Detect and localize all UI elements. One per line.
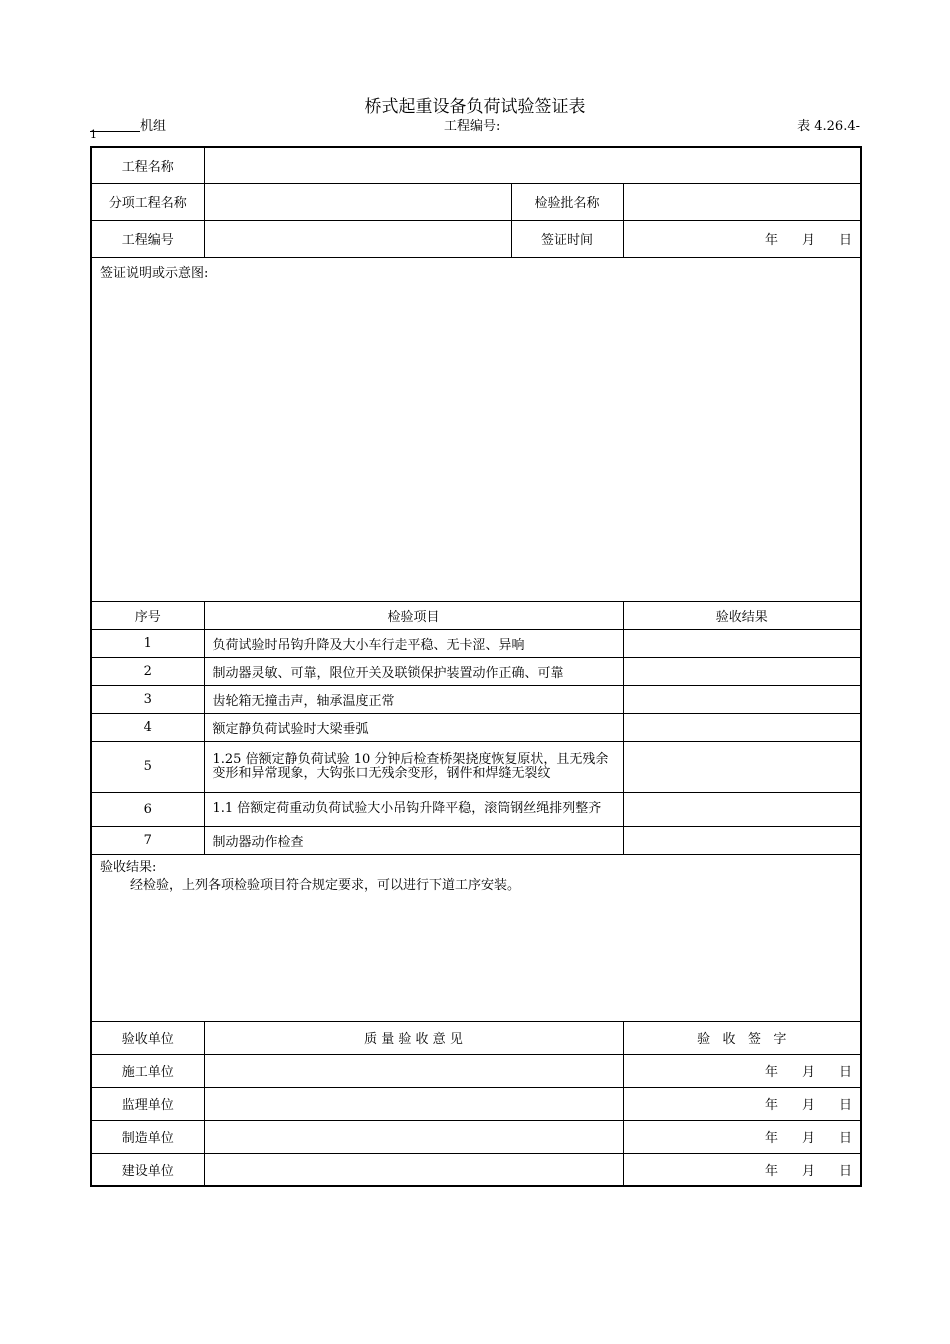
year-label: 年 <box>764 1065 778 1080</box>
row-no: 5 <box>91 741 204 792</box>
project-name-label: 工程名称 <box>91 147 204 183</box>
row-result-field[interactable] <box>623 792 861 826</box>
signoff-date-field[interactable] <box>623 1153 861 1186</box>
acceptance-text: 经检验，上列各项检验项目符合规定要求，可以进行下道工序安装。 <box>130 877 521 893</box>
signoff-date-field[interactable] <box>623 1054 861 1087</box>
day-label: 日 <box>839 1098 853 1113</box>
signoff-opinion-header: 质 量 验 收 意 见 <box>204 1021 623 1054</box>
signoff-date-field[interactable] <box>623 1120 861 1153</box>
row-no: 2 <box>91 657 204 685</box>
row-result-field[interactable] <box>623 826 861 854</box>
sub-project-label: 分项工程名称 <box>91 183 204 220</box>
inspection-form <box>90 146 862 1187</box>
unit-blank[interactable] <box>90 119 140 132</box>
project-no-header: 工程编号: <box>444 119 501 134</box>
row-item: 负荷试验时吊钩升降及大小车行走平稳、无卡涩、异响 <box>204 629 623 657</box>
month-label: 月 <box>801 1065 815 1080</box>
day-label: 日 <box>839 1065 853 1080</box>
signoff-signature-header: 验 收 签 字 <box>623 1021 861 1054</box>
signoff-row <box>91 1120 861 1153</box>
col-no-header: 序号 <box>91 601 204 629</box>
signoff-opinion-field[interactable] <box>204 1087 623 1120</box>
month-label: 月 <box>801 233 815 248</box>
row-result-field[interactable] <box>623 629 861 657</box>
project-no-field[interactable] <box>204 220 511 257</box>
row-item: 额定静负荷试验时大梁垂弧 <box>204 713 623 741</box>
col-result-header: 验收结果 <box>623 601 861 629</box>
col-item-header: 检验项目 <box>204 601 623 629</box>
signoff-unit: 监理单位 <box>91 1087 204 1120</box>
row-item: 1.1 倍额定荷重动负荷试验大小吊钩升降平稳，滚筒钢丝绳排列整齐 <box>204 792 623 826</box>
month-label: 月 <box>801 1098 815 1113</box>
month-label: 月 <box>801 1131 815 1146</box>
signoff-row <box>91 1153 861 1186</box>
day-label: 日 <box>839 1131 853 1146</box>
day-label: 日 <box>839 1163 853 1179</box>
year-label: 年 <box>764 1163 778 1179</box>
acceptance-area[interactable] <box>91 854 861 1021</box>
signoff-unit: 建设单位 <box>91 1153 204 1186</box>
page-title: 桥式起重设备负荷试验签证表 <box>364 97 586 117</box>
row-no: 7 <box>91 826 204 854</box>
row-item: 制动器动作检查 <box>204 826 623 854</box>
signoff-date-field[interactable] <box>623 1087 861 1120</box>
year-label: 年 <box>764 1131 778 1146</box>
signoff-unit: 施工单位 <box>91 1054 204 1087</box>
signoff-row <box>91 1054 861 1087</box>
table-row <box>91 657 861 685</box>
batch-name-field[interactable] <box>623 183 861 220</box>
row-item: 1.25 倍额定静负荷试验 10 分钟后检查桥架挠度恢复原状，且无残余变形和异常现象，大钩张口无残余变形，钢件和焊缝无裂纹 <box>204 741 623 792</box>
row-no: 4 <box>91 713 204 741</box>
year-label: 年 <box>764 1098 778 1113</box>
row-no: 1 <box>91 629 204 657</box>
table-row <box>91 713 861 741</box>
row-no: 6 <box>91 792 204 826</box>
batch-name-label: 检验批名称 <box>511 183 623 220</box>
unit-suffix: 机组 <box>140 119 167 134</box>
sign-time-label: 签证时间 <box>511 220 623 257</box>
row-result-field[interactable] <box>623 657 861 685</box>
table-row <box>91 685 861 713</box>
signoff-opinion-field[interactable] <box>204 1120 623 1153</box>
row-no: 3 <box>91 685 204 713</box>
signoff-row <box>91 1087 861 1120</box>
table-number-cont: 1 <box>90 128 97 141</box>
signoff-opinion-field[interactable] <box>204 1153 623 1186</box>
row-result-field[interactable] <box>623 741 861 792</box>
note-label: 签证说明或示意图: <box>100 265 209 281</box>
project-name-field[interactable] <box>204 147 861 183</box>
table-row <box>91 826 861 854</box>
day-label: 日 <box>839 233 853 248</box>
note-area[interactable] <box>91 257 861 601</box>
sub-project-field[interactable] <box>204 183 511 220</box>
row-result-field[interactable] <box>623 713 861 741</box>
row-item: 齿轮箱无撞击声，轴承温度正常 <box>204 685 623 713</box>
signoff-unit: 制造单位 <box>91 1120 204 1153</box>
table-row <box>91 629 861 657</box>
signoff-opinion-field[interactable] <box>204 1054 623 1087</box>
signoff-unit-header: 验收单位 <box>91 1021 204 1054</box>
project-no-label: 工程编号 <box>91 220 204 257</box>
table-number: 表 4.26.4- <box>797 119 860 134</box>
row-result-field[interactable] <box>623 685 861 713</box>
table-row <box>91 792 861 826</box>
unit-label <box>90 115 166 134</box>
row-item: 制动器灵敏、可靠，限位开关及联锁保护装置动作正确、可靠 <box>204 657 623 685</box>
month-label: 月 <box>801 1163 815 1179</box>
sign-time-field[interactable] <box>623 220 861 257</box>
year-label: 年 <box>764 233 778 248</box>
acceptance-label: 验收结果: <box>100 859 157 875</box>
table-row <box>91 741 861 792</box>
